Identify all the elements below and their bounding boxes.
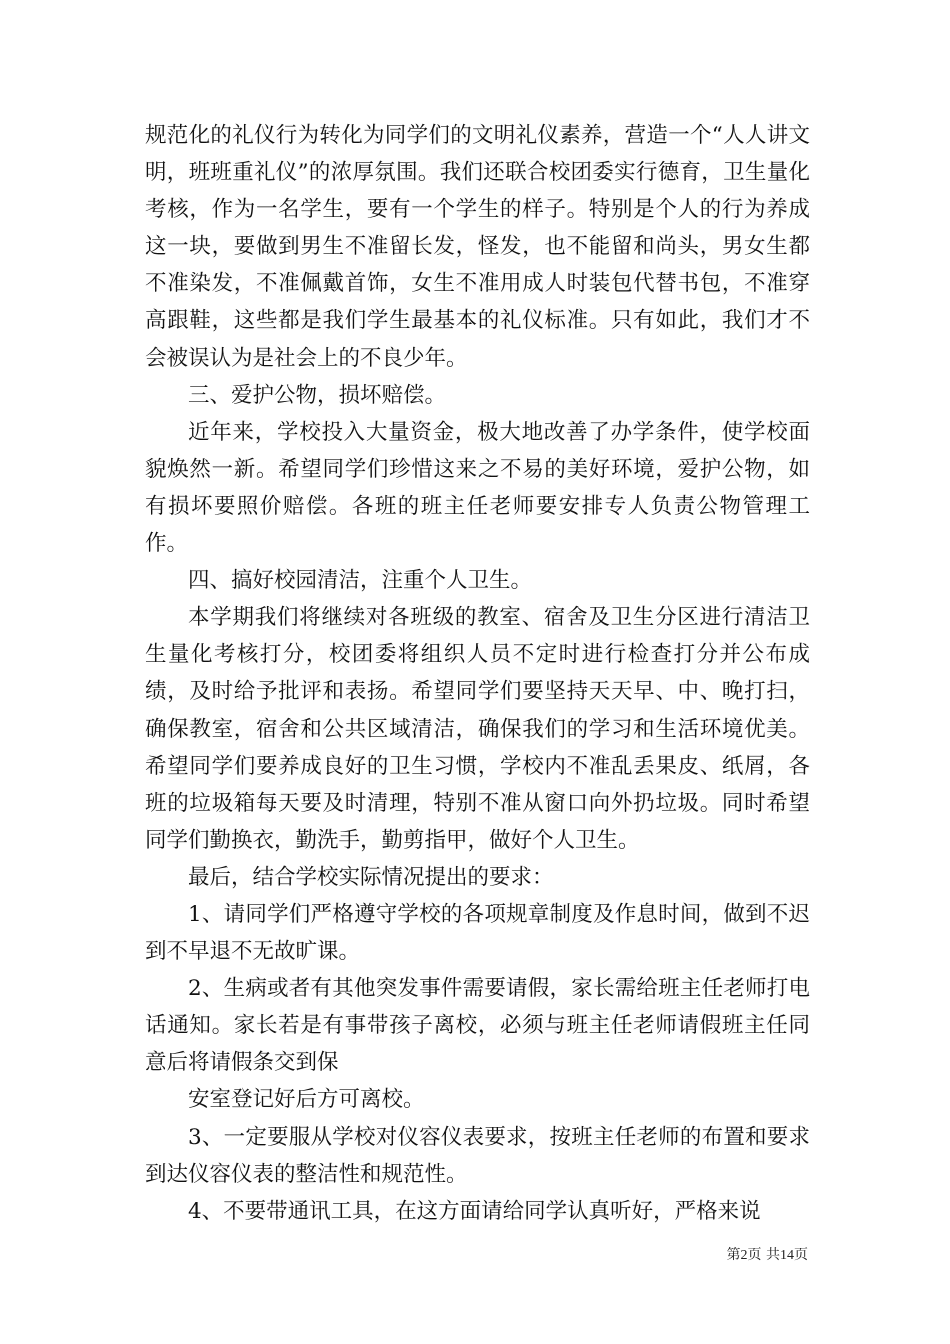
footer-middle: 页 共 — [747, 1247, 780, 1263]
footer-suffix: 页 — [794, 1247, 808, 1263]
requirement-2-continued: 安室登记好后方可离校。 — [188, 1087, 425, 1113]
requirement-2: 2、生病或者有其他突发事件需要请假，家长需给班主任老师打电话通知。家长若是有事带孩子离校，必须与班主任老师请假班主任同意后将请假条交到保 — [145, 976, 810, 1076]
footer-prefix: 第 — [726, 1247, 741, 1263]
requirements-intro: 最后，结合学校实际情况提出的要求： — [188, 864, 554, 890]
requirement-1: 1、请同学们严格遵守学校的各项规章制度及作息时间，做到不迟到不早退不无故旷课。 — [145, 901, 810, 965]
page-footer — [0, 1246, 808, 1265]
section-heading-4: 四、搞好校园清洁，注重个人卫生。 — [188, 568, 533, 594]
page-number: 2 — [740, 1248, 748, 1263]
total-pages: 14 — [780, 1248, 794, 1263]
body-text — [145, 117, 810, 1230]
paragraph-1: 规范化的礼仪行为转化为同学们的文明礼仪素养，营造一个“人人讲文明，班班重礼仪”的浓厚氛围。我们还联合校团委实行德育，卫生量化考核，作为一名学生，要有一个学生的样子。特别是个人的行为养成这一块，要做到男生不准留长发，怪发，也不能留和尚头，男女生都不准染发，不准佩戴首饰，女生不准用成人时装包代替书包，不准穿高跟鞋，这些都是我们学生最基本的礼仪标准。只有如此，我们才不会被误认为是社会上的不良少年。 — [145, 123, 810, 371]
paragraph-5: 本学期我们将继续对各班级的教室、宿舍及卫生分区进行清洁卫生量化考核打分，校团委将组织人员不定时进行检查打分并公布成绩，及时给予批评和表扬。希望同学们要坚持天天早、中、晚打扫，确保教室，宿舍和公共区域清洁，确保我们的学习和生活环境优美。希望同学们要养成良好的卫生习惯，学校内不准乱丢果皮、纸屑，各班的垃圾箱每天要及时清理，特别不准从窗口向外扔垃圾。同时希望同学们勤换衣，勤洗手，勤剪指甲，做好个人卫生。 — [145, 605, 810, 853]
paragraph-3: 近年来，学校投入大量资金，极大地改善了办学条件，使学校面貌焕然一新。希望同学们珍惜这来之不易的美好环境，爱护公物，如有损坏要照价赔偿。各班的班主任老师要安排专人负责公物管理工作。 — [145, 419, 810, 557]
requirement-4: 4、不要带通讯工具，在这方面请给同学认真听好，严格来说 — [188, 1198, 761, 1224]
requirement-3: 3、一定要服从学校对仪容仪表要求，按班主任老师的布置和要求到达仪容仪表的整洁性和规范性。 — [145, 1124, 810, 1187]
section-heading-3: 三、爱护公物，损坏赔偿。 — [188, 382, 447, 408]
